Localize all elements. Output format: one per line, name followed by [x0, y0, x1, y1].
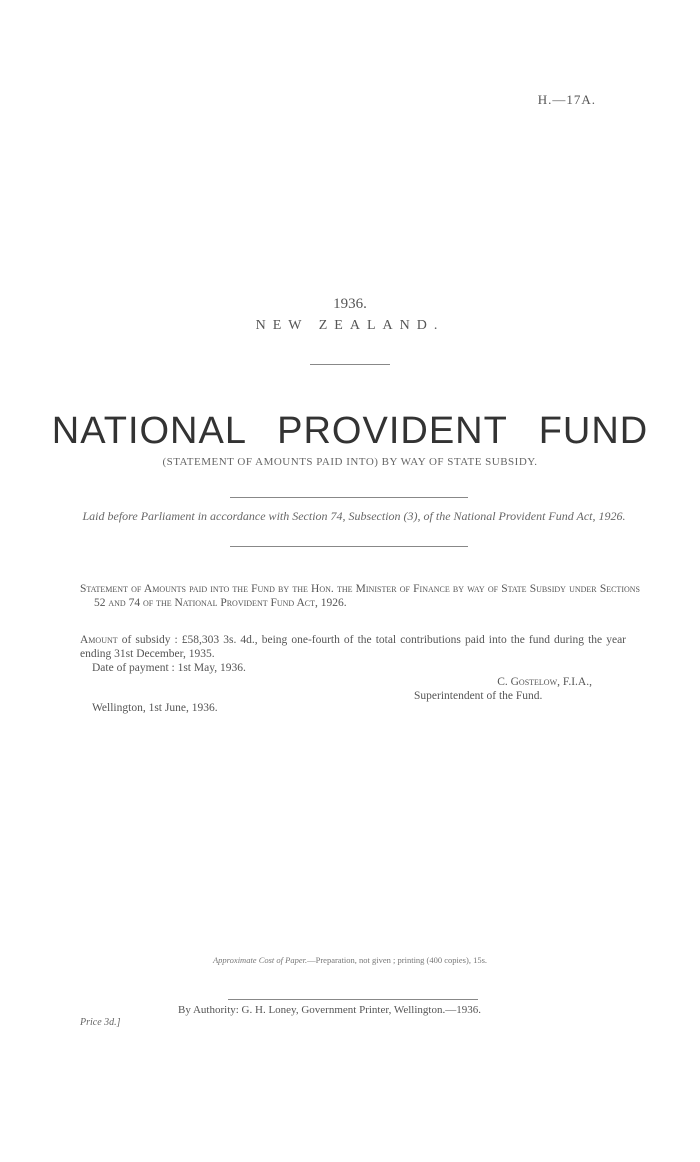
- subtitle: (STATEMENT OF AMOUNTS PAID INTO) BY WAY OF STATE SUBSIDY.: [162, 456, 538, 468]
- divider-rule: [230, 497, 468, 498]
- cost-of-paper-note: [0, 955, 700, 965]
- divider-rule: [310, 364, 390, 365]
- amount-text: of subsidy : £58,303 3s. 4d., being one-fourth of the total contributions paid into the fund during the year ending 31st December, 1935.: [80, 634, 626, 660]
- cost-label: Approximate Cost of Paper.: [212, 955, 308, 965]
- divider-rule: [228, 999, 478, 1000]
- price: Price 3d.]: [80, 1017, 121, 1028]
- laid-before-parliament-note: Laid before Parliament in accordance with Section 74, Subsection (3), of the National Provident Fund Act, 1926.: [82, 509, 626, 523]
- document-reference: H.—17A.: [537, 92, 596, 107]
- amount-label: Amount: [80, 634, 118, 646]
- year: 1936.: [333, 296, 367, 312]
- main-title: NATIONAL PROVIDENT FUND: [51, 410, 649, 452]
- amount-paragraph: [80, 633, 626, 661]
- printer-authority: By Authority: G. H. Loney, Government Printer, Wellington.—1936.: [178, 1004, 481, 1016]
- place-and-date: Wellington, 1st June, 1936.: [92, 702, 218, 714]
- signature-title: Superintendent of the Fund.: [414, 690, 543, 702]
- country-heading: NEW ZEALAND.: [255, 318, 445, 333]
- statement-paragraph: Statement of Amounts paid into the Fund by the Hon. the Minister of Finance by way of State Subsidy under Sections 52 and 74 of the National Provident Fund Act, 1926.: [80, 583, 640, 609]
- divider-rule: [230, 546, 468, 547]
- cost-text: —Preparation, not given ; printing (400 copies), 15s.: [307, 955, 487, 965]
- payment-date: Date of payment : 1st May, 1936.: [92, 662, 246, 674]
- signature-name: C. Gostelow, F.I.A.,: [497, 676, 592, 688]
